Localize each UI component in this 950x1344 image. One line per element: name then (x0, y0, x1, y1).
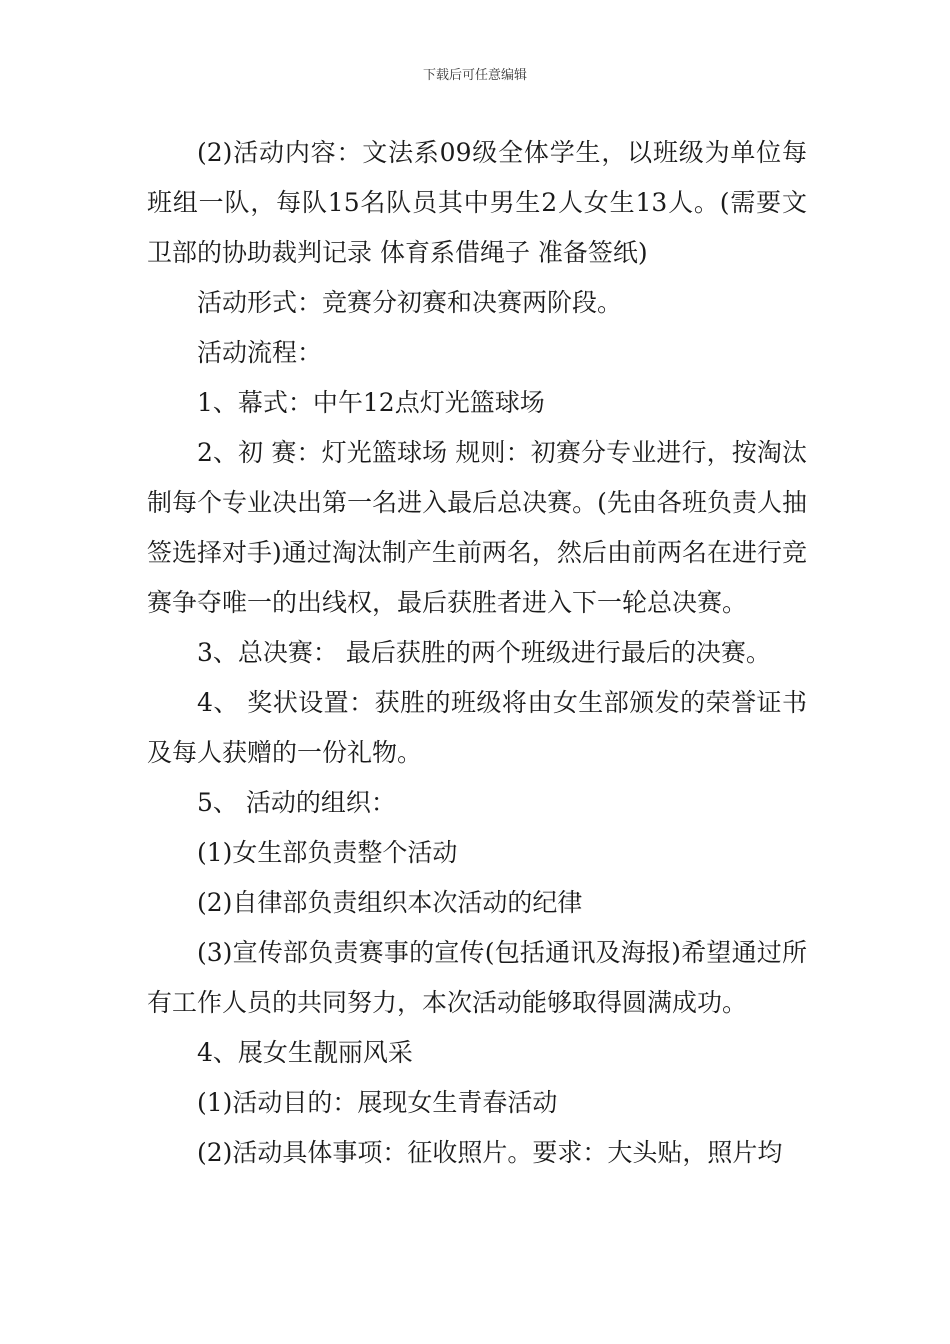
paragraph-final: 3、总决赛： 最后获胜的两个班级进行最后的决赛。 (197, 638, 771, 667)
paragraph-activity-format: 活动形式：竞赛分初赛和决赛两阶段。 (197, 288, 623, 317)
document-body (147, 128, 807, 1178)
page-header: 下载后可任意编辑 (422, 68, 527, 83)
paragraph-activity-process: 活动流程： (197, 338, 323, 367)
paragraph-org-item-3: (3)宣传部负责赛事的宣传(包括通讯及海报)希望通过所有工作人员的共同努力，本次活动能够取得圆满成功。 (147, 938, 807, 1017)
paragraph-opening: 1、幕式：中午12点灯光篮球场 (197, 388, 545, 417)
paragraph-purpose: (1)活动目的：展现女生青春活动 (197, 1088, 558, 1117)
paragraph-organization: 5、 活动的组织： (197, 788, 396, 817)
paragraph-awards: 4、 奖状设置：获胜的班级将由女生部颁发的荣誉证书及每人获赠的一份礼物。 (147, 688, 807, 767)
paragraph-org-item-1: (1)女生部负责整个活动 (197, 838, 458, 867)
paragraph-preliminary: 2、初 赛：灯光篮球场 规则：初赛分专业进行，按淘汰制每个专业决出第一名进入最后总决赛。(先由各班负责人抽签选择对手)通过淘汰制产生前两名，然后由前两名在进行竞赛争夺唯一的出线权，最后获胜者进入下一轮总决赛。 (147, 438, 807, 617)
paragraph-org-item-2: (2)自律部负责组织本次活动的纪律 (197, 888, 583, 917)
paragraph-activity-content: (2)活动内容：文法系09级全体学生，以班级为单位每班组一队，每队15名队员其中男生2人女生13人。(需要文卫部的协助裁判记录 体育系借绳子 准备签纸) (147, 138, 807, 267)
paragraph-details: (2)活动具体事项：征收照片。要求：大头贴，照片均 (197, 1138, 783, 1167)
paragraph-section-4: 4、展女生靓丽风采 (197, 1038, 413, 1067)
